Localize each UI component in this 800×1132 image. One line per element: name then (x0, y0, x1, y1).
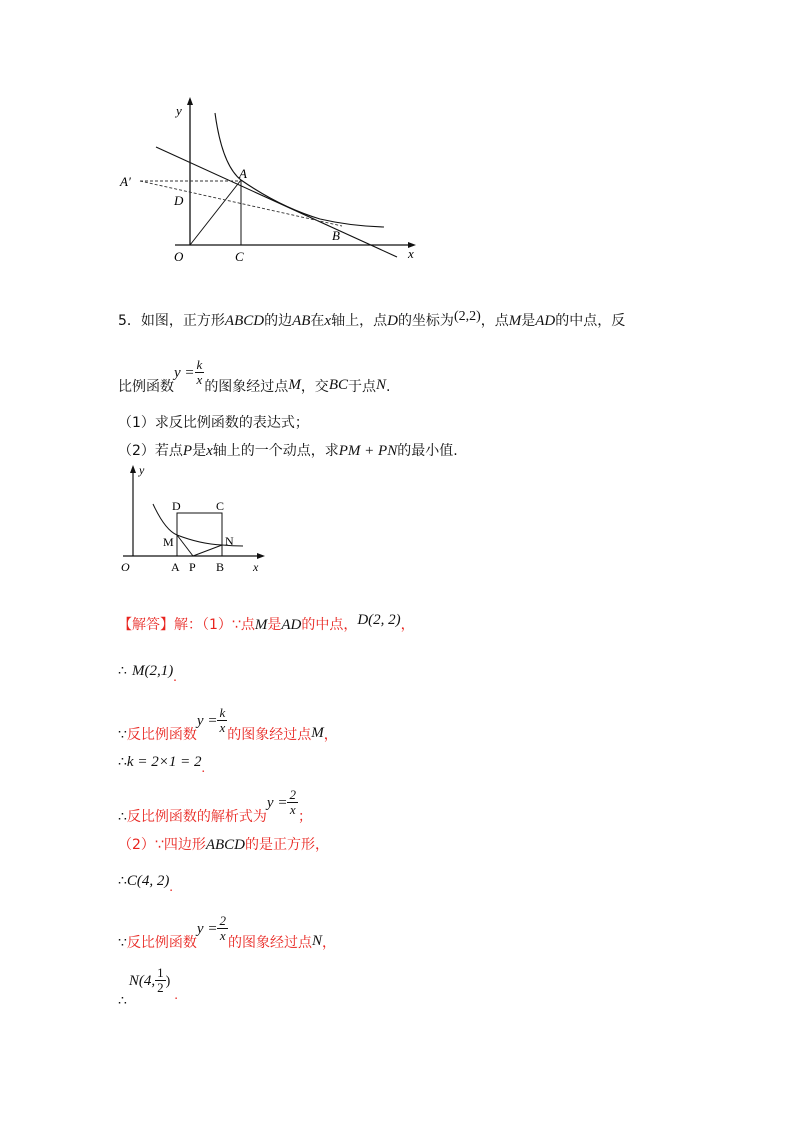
math-m-coords: M(2,1) (132, 663, 174, 679)
text: 解：（1）∵点 (174, 617, 255, 633)
question-2 (118, 440, 458, 460)
math-y-equals: y = (266, 795, 288, 811)
math-point-d-coords: (2,2) (453, 309, 481, 324)
fraction-1-over-2 (155, 966, 166, 995)
text: ，交 (300, 379, 329, 395)
therefore-symbol: ∴ (118, 994, 127, 1009)
y-axis-arrow (130, 465, 136, 473)
math-abcd: ABCD (224, 313, 265, 329)
figure-2-diagram (115, 462, 275, 577)
math-m: M (254, 617, 268, 633)
segment-oa (190, 180, 241, 245)
math-n: N (375, 377, 386, 393)
fraction-numerator: k (219, 705, 226, 720)
text: ； (297, 809, 312, 825)
label-o: O (174, 249, 184, 264)
label-n: N (225, 534, 234, 548)
fraction-denominator: x (219, 720, 226, 735)
fraction-denominator: x (196, 372, 203, 387)
because-symbol: ∵ (118, 728, 127, 743)
math-k-value: k = 2×1 = 2 (126, 754, 202, 770)
solution-line-2 (118, 660, 177, 685)
label-y: y (139, 463, 145, 477)
text: 的是正方形， (245, 837, 329, 853)
math-abcd: ABCD (205, 837, 245, 853)
therefore-symbol: ∴ (118, 664, 127, 679)
text: ，点 (480, 313, 509, 329)
text: 反比例函数的解析式为 (126, 809, 267, 825)
text: ， (323, 727, 338, 743)
math-m: M (508, 313, 522, 329)
period: . (169, 880, 173, 895)
text: 的图象经过点 (227, 727, 312, 743)
math-y-equals: y = (174, 365, 195, 381)
text: 的坐标为 (397, 313, 454, 329)
math-d-coords: D(2, 2) (357, 612, 401, 628)
fraction-k-over-x (217, 706, 227, 735)
fraction-2-over-x (217, 914, 228, 943)
fraction-numerator: k (196, 357, 203, 372)
fraction-denominator: x (289, 802, 296, 817)
math-y-equals: y = (196, 921, 218, 937)
label-y: y (176, 103, 182, 118)
math-x: x (206, 443, 213, 459)
label-x: x (408, 246, 414, 261)
solution-line-9 (118, 965, 178, 1009)
y-axis-arrow (187, 97, 193, 105)
label-c: C (235, 249, 244, 264)
text: 的图象经过点 (204, 379, 289, 395)
text: 是 (192, 443, 207, 459)
solution-line-4 (118, 751, 205, 776)
math-c-coords: C(4, 2) (126, 873, 170, 889)
because-symbol: ∵ (118, 936, 127, 951)
text: 是 (521, 313, 536, 329)
closing-paren: ) (165, 974, 171, 989)
fraction-denominator: x (219, 928, 226, 943)
fraction-numerator: 2 (289, 787, 296, 802)
text: 于点 (347, 379, 376, 395)
math-bc: BC (328, 377, 348, 393)
line-ab (156, 147, 397, 257)
solution-line-7 (118, 870, 173, 895)
solution-heading: 【解答】 (118, 617, 174, 633)
text: 是 (267, 617, 282, 633)
problem-number: 5． (118, 313, 141, 329)
math-ad: AD (535, 313, 556, 329)
text: 的中点，反 (555, 313, 626, 329)
problem-line-2 (118, 357, 391, 395)
text: 比例函数 (118, 379, 174, 395)
text: 在 (310, 313, 325, 329)
math-y-equals: y = (196, 713, 218, 729)
label-b: B (216, 560, 225, 574)
label-d: D (172, 499, 181, 513)
text: 的最小值. (397, 443, 458, 459)
text: . (386, 379, 391, 395)
question-1: （1）求反比例函数的表达式； (118, 415, 309, 431)
math-d: D (387, 313, 398, 329)
text: 轴上，点 (331, 313, 388, 329)
segment-pn (193, 545, 222, 556)
period: . (174, 988, 178, 1003)
solution-line-3 (118, 705, 338, 743)
therefore-symbol: ∴ (118, 874, 127, 889)
label-x: x (253, 560, 259, 574)
label-b: B (332, 228, 340, 243)
figure-1-diagram (110, 95, 430, 270)
math-p: P (182, 443, 193, 459)
period: . (201, 761, 205, 776)
solution-line-6 (118, 834, 329, 854)
fraction-2-over-x (287, 788, 298, 817)
text: 的图象经过点 (227, 935, 312, 951)
text: 反比例函数 (126, 935, 197, 951)
math-x: x (324, 313, 332, 329)
text: （2）若点 (118, 443, 183, 459)
solution-line-1 (118, 614, 415, 634)
fraction-denominator: 2 (157, 980, 164, 995)
solution-line-5 (118, 787, 312, 825)
label-p: P (189, 560, 196, 574)
math-n: N (311, 933, 322, 949)
label-m: M (163, 535, 174, 549)
therefore-symbol: ∴ (118, 755, 127, 770)
text: 反比例函数 (126, 727, 197, 743)
text: 轴上的一个动点，求 (212, 443, 339, 459)
text: ， (400, 617, 415, 633)
text: 如图，正方形 (140, 313, 225, 329)
math-n-coords: N(4, (128, 973, 156, 989)
label-o: O (121, 560, 130, 574)
label-c: C (216, 499, 225, 513)
label-a-prime: A′ (120, 174, 131, 189)
label-d: D (174, 193, 184, 208)
x-axis-arrow (257, 553, 265, 559)
fraction-k-over-x (195, 358, 205, 387)
math-pm-plus-pn: PM + PN (338, 443, 398, 459)
text: ， (321, 935, 336, 951)
math-m: M (288, 377, 301, 393)
problem-line-1 (118, 310, 625, 330)
math-ab: AB (292, 313, 311, 329)
therefore-symbol: ∴ (118, 810, 127, 825)
solution-line-8 (118, 913, 336, 951)
text: （2）∵四边形 (118, 837, 206, 853)
label-a: A (239, 166, 247, 181)
fraction-numerator: 2 (219, 913, 226, 928)
fraction-numerator: 1 (157, 965, 164, 980)
period: . (173, 670, 177, 685)
text: 的中点， (301, 617, 358, 633)
text: 的边 (264, 313, 293, 329)
square-abcd (177, 513, 222, 556)
math-m: M (311, 725, 324, 741)
label-a: A (171, 560, 180, 574)
math-ad: AD (281, 617, 302, 633)
